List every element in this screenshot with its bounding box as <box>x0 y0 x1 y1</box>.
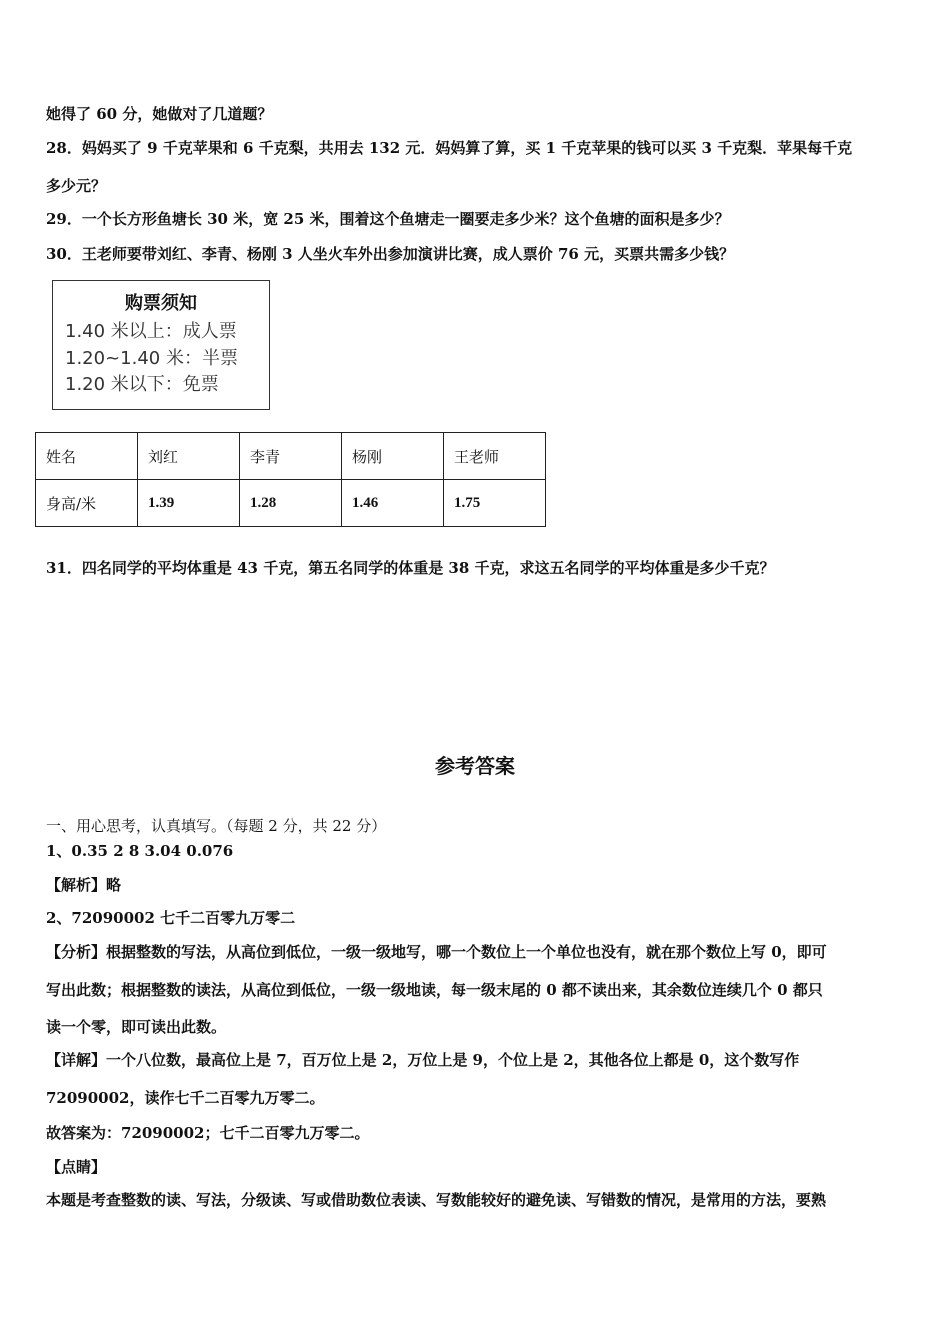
answer-2-analysis-line-2: 写出此数；根据整数的读法，从高位到低位，一级一级地读，每一级末尾的 0 都不读出来，其余数位连续几个 0 都只 <box>46 981 823 999</box>
question-30: 30．王老师要带刘红、李青、杨刚 3 人坐火车外出参加演讲比赛，成人票价 76 元，买票共需多少钱？ <box>46 245 735 263</box>
answer-2-final: 故答案为：72090002；七千二百零九万零二。 <box>46 1124 370 1142</box>
height-table <box>35 432 546 527</box>
table-cell: 李青 <box>240 433 342 480</box>
table-cell: 刘红 <box>138 433 240 480</box>
table-cell: 1.46 <box>342 480 444 527</box>
answer-1: 1、0.35 2 8 3.04 0.076 <box>46 842 234 860</box>
answer-2-detail-line-2: 72090002，读作七千二百零九万零二。 <box>46 1089 325 1107</box>
ticket-rule-half: 1.20~1.40 米：半票 <box>65 348 238 369</box>
ticket-notice-box <box>52 280 270 410</box>
answer-2: 2、72090002 七千二百零九万零二 <box>46 909 296 927</box>
ticket-rule-free: 1.20 米以下：免票 <box>65 374 219 395</box>
question-31: 31．四名同学的平均体重是 43 千克，第五名同学的体重是 38 千克，求这五名同学的平均体重是多少千克？ <box>46 559 775 577</box>
answer-2-analysis-line-1: 【分析】根据整数的写法，从高位到低位，一级一级地写，哪一个数位上一个单位也没有，就在那个数位上写 0，即可 <box>46 943 827 961</box>
table-cell: 王老师 <box>444 433 546 480</box>
table-cell: 杨刚 <box>342 433 444 480</box>
answer-2-analysis-line-3: 读一个零，即可读出此数。 <box>46 1018 227 1036</box>
table-cell: 1.28 <box>240 480 342 527</box>
height-table-value-row <box>36 480 546 527</box>
answer-2-detail-line-1: 【详解】一个八位数，最高位上是 7，百万位上是 2，万位上是 9，个位上是 2，其他各位上都是 0，这个数写作 <box>46 1051 800 1069</box>
question-29: 29．一个长方形鱼塘长 30 米，宽 25 米，围着这个鱼塘走一圈要走多少米？这个鱼塘的面积是多少？ <box>46 210 730 228</box>
answers-heading: 参考答案 <box>435 754 515 778</box>
answers-section-1: 一、用心思考，认真填写。（每题 2 分，共 22 分） <box>46 817 387 835</box>
question-28-line-2: 多少元？ <box>46 177 107 195</box>
question-27-tail: 她得了 60 分，她做对了几道题？ <box>46 105 273 123</box>
answer-1-analysis: 【解析】略 <box>46 876 122 894</box>
question-28-line-1: 28．妈妈买了 9 千克苹果和 6 千克梨，共用去 132 元．妈妈算了算，买 1 千克苹果的钱可以买 3 千克梨．苹果每千克 <box>46 139 853 157</box>
table-cell: 身高/米 <box>36 480 138 527</box>
height-table-header-row <box>36 433 546 480</box>
answer-2-comment-label: 【点睛】 <box>46 1158 107 1176</box>
table-cell: 1.75 <box>444 480 546 527</box>
ticket-rule-adult: 1.40 米以上：成人票 <box>65 321 237 342</box>
table-cell: 1.39 <box>138 480 240 527</box>
ticket-notice-title: 购票须知 <box>125 293 197 314</box>
answer-2-comment-text: 本题是考查整数的读、写法，分级读、写或借助数位表读、写数能较好的避免读、写错数的情况，是常用的方法，要熟 <box>46 1191 827 1209</box>
table-cell: 姓名 <box>36 433 138 480</box>
